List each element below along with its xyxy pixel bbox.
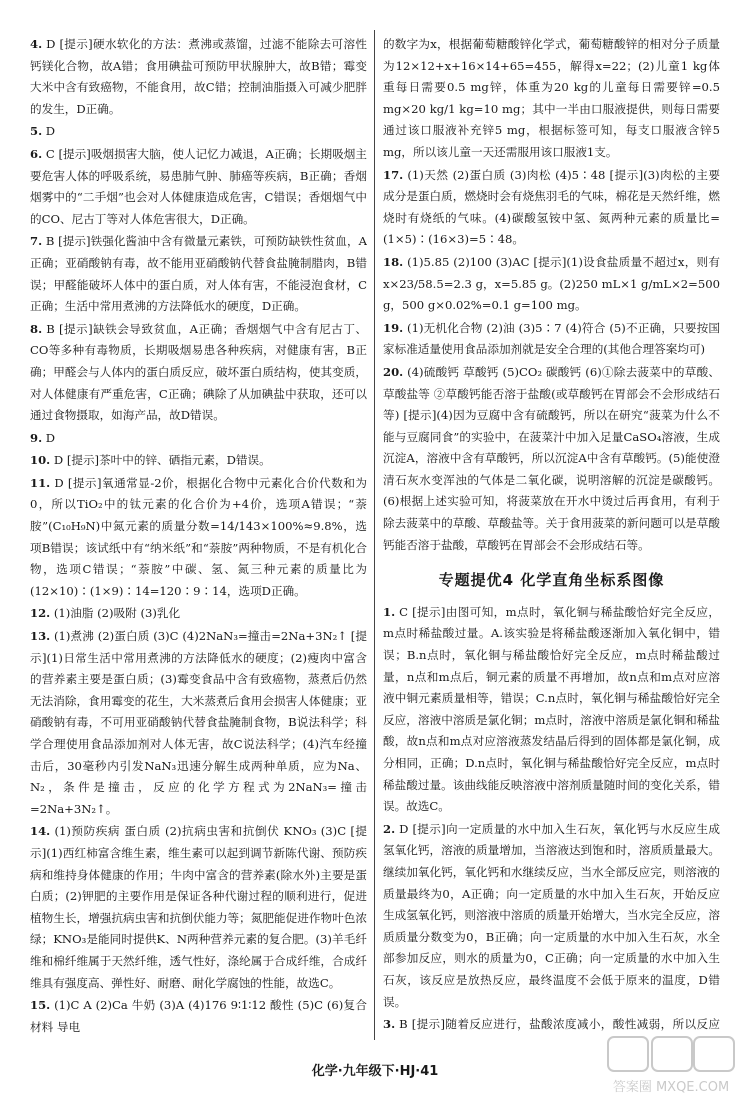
answer-item [30, 821, 367, 994]
answer-number: 14. [30, 824, 51, 839]
answer-number: 12. [30, 606, 51, 621]
answer-text: D [提示]向一定质量的水中加入生石灰，氧化钙与水反应生成氢氧化钙，溶液的质量增加，当溶液达到饱和时，溶质质量最大。继续加氧化钙，氧化钙和水继续反应，当水全部反应完，则溶液的质量最终为0，A正确；向一定质量的水中加入生石灰，开始反应生成氢氧化钙，则溶液中溶质的质量开始增大，当水完全反应，溶质质量分数变为0，B正确；向一定质量的水中加入生石灰，水全部参加反应，则水的质量为0，C正确；向一定质量的水中加入生石灰，该反应是放热反应，最终温度不会低于原来的温度，D错误。 [383, 821, 720, 1009]
answer-text: 的数字为x，根据葡萄糖酸锌化学式，葡萄糖酸锌的相对分子质量为12×12+x+16×14+65=455，解得x=22；(2)儿童1 kg体重每日需要0.5 mg锌，体重为20 kg的儿童每日需要锌=0.5 mg×20 kg/1 kg=10 mg；其中一半由口服液提供，则每日需要通过该口服液补充锌5 mg，根据标签可知，每支口服液含锌5 mg，所以该儿童一天还需服用该口服液1支。 [383, 37, 720, 159]
answer-text: (1)天然 (2)蛋白质 (3)肉松 (4)5∶48 [提示](3)肉松的主要成分是蛋白质，燃烧时会有烧焦羽毛的气味，棉花是天然纤维，燃烧时有烧纸的气味。(4)碳酸氢铵中氢、氮两种元素的质量比=(1×5)∶(16×3)=5∶48。 [383, 167, 720, 247]
answer-number: 2. [383, 821, 396, 836]
svg-text:答案圈 MXQE.COM: 答案圈 MXQE.COM [612, 1080, 730, 1095]
answer-text: D [45, 124, 56, 139]
answer-item [30, 473, 367, 603]
answer-number: 9. [30, 430, 43, 445]
answer-item [30, 995, 367, 1038]
answer-item [383, 362, 720, 556]
answer-number: 7. [30, 234, 43, 249]
answer-number: 1. [383, 604, 396, 619]
left-column [30, 34, 367, 1039]
answer-text: (1)5.85 (2)100 (3)AC [提示](1)设食盐质量不超过x，则有x×23/58.5=2.3 g，x=5.85 g。(2)250 mL×1 g/mL×2=500 g，500 g×0.02%=0.1 g=100 mg。 [383, 254, 720, 313]
page-footer: 化学·九年级下·HJ·41 [311, 1064, 439, 1079]
watermark-logo [606, 1035, 736, 1099]
answer-item [383, 252, 720, 317]
answer-number: 4. [30, 37, 43, 51]
answer-item [383, 602, 720, 818]
answer-number: 6. [30, 146, 43, 161]
answer-number: 19. [383, 320, 404, 335]
answer-text: B [提示]铁强化酱油中含有微量元素铁，可预防缺铁性贫血，A正确；亚硝酸钠有毒，故不能用亚硝酸钠代替食盐腌制腊肉，B错误；甲醛能破坏人体中的蛋白质，对人体有害，不能浸泡食材，C正确；生活中常用煮沸的方法降低水的硬度，D正确。 [30, 234, 367, 314]
answer-item [30, 450, 367, 472]
answer-item [30, 626, 367, 820]
answer-number: 15. [30, 998, 51, 1013]
answer-text: (1)无机化合物 (2)油 (3)5∶7 (4)符合 (5)不正确，只要按国家标准适量使用食品添加剂就是安全合理的(其他合理答案均可) [383, 320, 720, 357]
answer-number: 13. [30, 629, 51, 644]
answer-number: 20. [383, 364, 404, 379]
right-answers-continued [383, 34, 720, 556]
right-column [383, 34, 720, 1039]
answer-item [383, 34, 720, 164]
answer-item [383, 819, 720, 1013]
answer-item [30, 144, 367, 230]
answer-item [30, 319, 367, 427]
answer-text: D [提示]硬水软化的方法：煮沸或蒸馏，过滤不能除去可溶性钙镁化合物，故A错；食用碘盐可预防甲状腺肿大，故B错；霉变大米中含有致癌物，不能食用，故C错；控制油脂摄入可减少肥胖的发生，D正确。 [30, 37, 367, 116]
answer-text: (4)硫酸钙 草酸钙 (5)CO₂ 碳酸钙 (6)①除去菠菜中的草酸、草酸盐等 ②草酸钙能否溶于盐酸(或草酸钙在胃部会不会形成结石等) [提示](4)因为豆腐中含有硫酸钙，所以在研究“菠菜为什么不能与豆腐同食”的实验中，在菠菜汁中加入足量CaSO₄溶液，生成沉淀A，溶液中含有草酸钙，所以沉淀A中含有草酸钙。(5)能使澄清石灰水变浑浊的气体是二氧化碳，说明溶解的沉淀是碳酸钙。(6)根据上述实验可知，将菠菜放在开水中烫过后再食用，有利于除去菠菜中的草酸、草酸盐等。关于食用菠菜的新问题可以是草酸钙能否溶于盐酸，草酸钙在胃部会不会形成结石等。 [383, 364, 720, 552]
answer-text: C [提示]由图可知，m点时，氧化铜与稀盐酸恰好完全反应，m点时稀盐酸过量。A.该实验是将稀盐酸逐渐加入氧化铜中，错误；B.n点时，氧化铜与稀盐酸恰好完全反应，m点时稀盐酸过量，n点和m点后，铜元素的质量不再增加，故n点和m点对应溶液中铜元素质量相等，错误；C.n点时，氧化铜与稀盐酸恰好完全反应，溶液中溶质是氯化铜；m点时，溶液中溶质是氯化铜和稀盐酸，故n点和m点对应溶液蒸发结晶后得到的固体都是氯化铜，成分相同，正确；D.n点时，氧化铜与稀盐酸恰好完全反应，m点时稀盐酸过量。该曲线能反映溶液中溶剂质量随时间的变化关系，错误。故选C。 [383, 604, 720, 814]
answer-item [30, 231, 367, 317]
answer-item [30, 603, 367, 625]
answer-text: D [45, 430, 56, 445]
answer-text: (1)煮沸 (2)蛋白质 (3)C (4)2NaN₃=撞击=2Na+3N₂↑ [提示](1)日常生活中常用煮沸的方法降低水的硬度；(2)瘦肉中富含的营养素主要是蛋白质；(3)霉变食品中含有致癌物，蒸煮后仍然无法消除，食用霉变的花生，大米蒸煮后食用会损害人体健康；亚硝酸钠有毒，不可用亚硝酸钠代替食盐腌制食物，B说法科学；科学合理使用食品添加剂对人体无害，故C说法科学；(4)汽车经撞击后，30毫秒内引发NaN₃迅速分解生成两种单质，应为Na、N₂，条件是撞击，反应的化学方程式为2NaN₃=撞击=2Na+3N₂↑。 [30, 629, 367, 816]
answer-number: 5. [30, 124, 43, 139]
section-title: 专题提优4 化学直角坐标系图像 [438, 571, 665, 590]
answer-number: 8. [30, 321, 43, 336]
answer-text: (1)预防疾病 蛋白质 (2)抗病虫害和抗倒伏 KNO₃ (3)C [提示](1)西红柿富含维生素，维生素可以起到调节新陈代谢、预防疾病和维持身体健康的作用；牛肉中富含的营养素(除水外)主要是蛋白质；(2)钾肥的主要作用是保证各种代谢过程的顺利进行，促进植物生长，增强抗病虫害和抗倒伏能力等；氮肥能促进作物叶色浓绿；KNO₃是能同时提供K、N两种营养元素的复合肥。(3)羊毛纤维和棉纤维属于天然纤维，透气性好，涤纶属于合成纤维，合成纤维具有强度高、弹性好、耐磨、耐化学腐蚀的性能，故选C。 [30, 824, 367, 990]
answer-item [30, 428, 367, 450]
answer-item [30, 34, 367, 120]
answer-text: B [提示]缺铁会导致贫血，A正确；香烟烟气中含有尼古丁、CO等多种有毒物质，长期吸烟易患各种疾病，对健康有害，B正确；甲醛会与人体内的蛋白质反应，破坏蛋白质结构，使其变质，对人体健康有严重危害，C正确；碘除了从加碘盐中获取，还可以通过食物摄取，如海产品，故D错误。 [30, 321, 367, 423]
answer-item [30, 121, 367, 143]
answer-number: 17. [383, 167, 404, 182]
answer-text: B [提示]随着反应进行，盐酸浓度减小，酸性减弱，所以反应 [399, 1017, 720, 1032]
answer-text: D [提示]茶叶中的锌、硒指元素，D错误。 [53, 453, 271, 468]
answer-text: (1)C A (2)Ca 牛奶 (3)A (4)176 9∶1∶12 酸性 (5)C (6)复合材料 导电 [30, 998, 367, 1034]
answer-text: (1)油脂 (2)吸附 (3)乳化 [53, 606, 181, 621]
column-divider [374, 30, 375, 1040]
answer-number: 18. [383, 254, 404, 269]
answer-number: 11. [30, 475, 51, 490]
answer-item [383, 318, 720, 361]
answer-item [383, 165, 720, 251]
answer-number: 10. [30, 453, 51, 468]
answer-text: D [提示]氧通常显-2价，根据化合物中元素化合价代数和为0，所以TiO₂中的钛元素的化合价为+4价，选项A错误；“萘胺”(C₁₀H₉N)中氮元素的质量分数=14/143×100%≈9.8%，选项B错误；该试纸中有“纳米纸”和“萘胺”两种物质，不是有机化合物，选项C错误；“萘胺”中碳、氢、氮三种元素的质量比为(12×10)∶(1×9)∶14=120∶9∶14，选项D正确。 [30, 475, 367, 598]
answer-text: C [提示]吸烟损害大脑，使人记忆力减退，A正确；长期吸烟主要危害人体的呼吸系统，易患肺气肿、肺癌等疾病，B正确；香烟烟雾中的“二手烟”也会对人体健康造成危害，C错误；香烟烟气中的CO、尼古丁等对人体危害很大，D正确。 [30, 146, 367, 226]
answer-number: 3. [383, 1017, 396, 1032]
right-answers-topic [383, 602, 720, 1039]
watermark-logo-icon [606, 1035, 736, 1099]
